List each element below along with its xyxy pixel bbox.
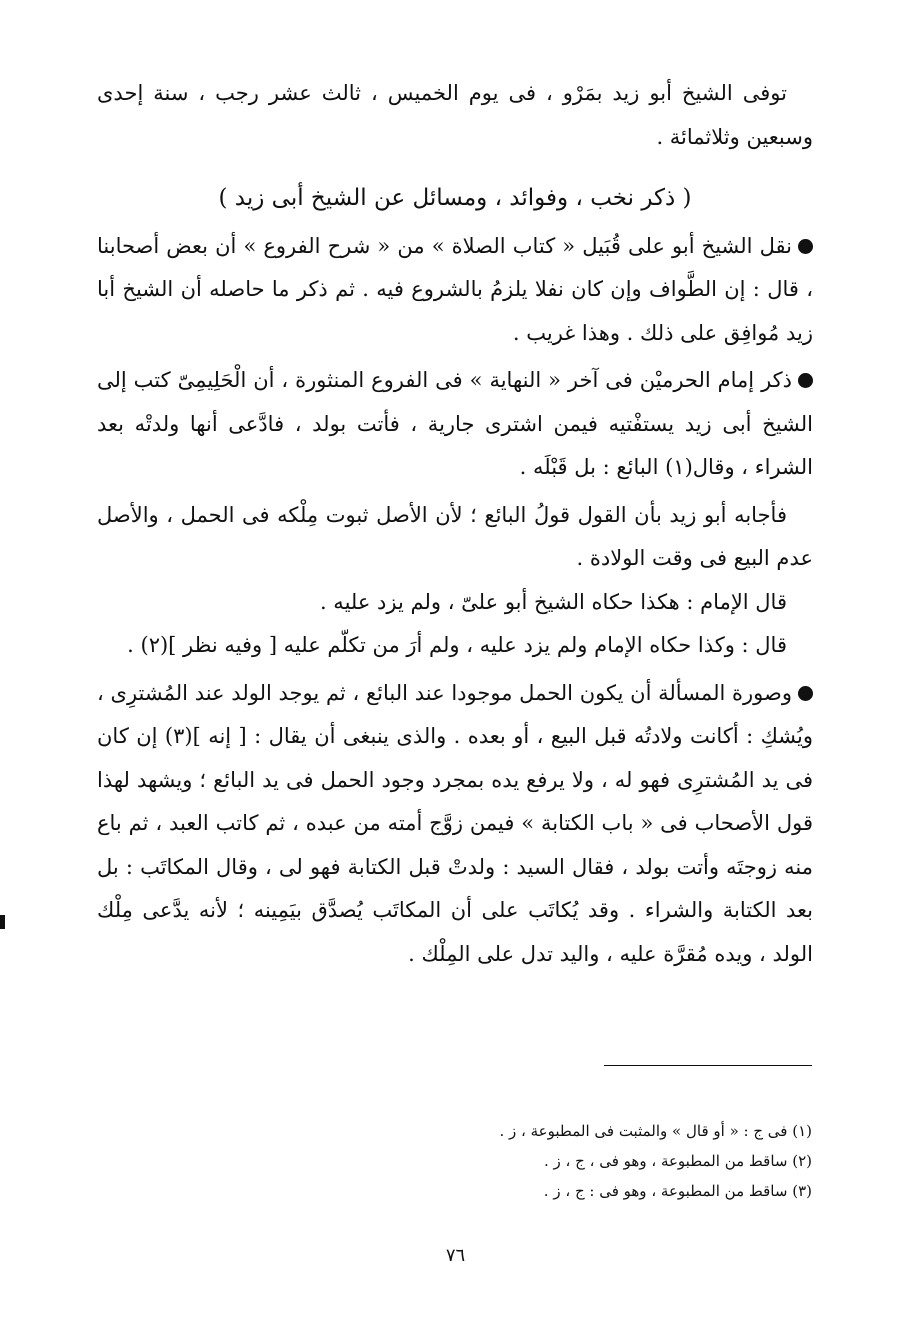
paragraph-halimi-question <box>97 359 813 490</box>
paragraph-answer: فأجابه أبو زيد بأن القول قولُ البائع ؛ لأن الأصل ثبوت مِلْكه فى الحمل ، والأصل عدم البيع فى وقت الولادة . <box>97 502 813 570</box>
paragraph-imam-remark-2: قال : وكذا حكاه الإمام ولم يزد عليه ، ولم أرَ من تكلّم عليه [ وفيه نظر ](٢) . <box>127 633 787 657</box>
footnote-divider <box>604 1065 812 1066</box>
bullet-icon <box>798 239 813 254</box>
scan-mark <box>0 915 5 929</box>
paragraph-tawaf-text: نقل الشيخ أبو على قُبَيل « كتاب الصلاة » من « شرح الفروع » أن بعض أصحابنا ، قال : إن الطَّواف وإن كان نفلا يلزمُ بالشروع فيه . ثم ذكر ما حاصله أن الشيخ أبا زيد مُوافِق على ذلك . وهذا غريب . <box>97 233 813 345</box>
main-text <box>97 72 813 976</box>
paragraph-tawaf <box>97 225 813 356</box>
bullet-icon <box>798 686 813 701</box>
footnote-2: (٢) ساقط من المطبوعة ، وهو فى ، ج ، ز . <box>544 1152 812 1170</box>
paragraph-halimi-question-text: ذكر إمام الحرميْن فى آخر « النهاية » فى الفروع المنثورة ، أن الْحَلِيمِىّ كتب إلى الشيخ أبى زيد يستفْتيه فيمن اشترى جارية ، فأتت بولد ، فادَّعى أنها ولدتْه بعد الشراء ، وقال(١) البائع : بل قَبْلَه . <box>97 368 813 479</box>
paragraph-imam-remark: قال الإمام : هكذا حكاه الشيخ أبو علىّ ، ولم يزد عليه . <box>319 589 787 614</box>
bullet-icon <box>798 373 813 388</box>
paragraph-case-form <box>97 672 813 977</box>
page-number: ٧٦ <box>445 1245 466 1266</box>
paragraph-case-form-text: وصورة المسألة أن يكون الحمل موجودا عند البائع ، ثم يوجد الولد عند المُشترِى ، ويُشكِ : أكانت ولادتُه قبل البيع ، أو بعده . والذى ينبغى أن يقال : [ إنه ](٣) إن كان فى يد المُشترِى فهو له ، ولا يرفع يده بمجرد وجود الحمل فى يد البائع ؛ ويشهد لهذا قول الأصحاب فى « باب الكتابة » فيمن زوَّج أمته من عبده ، ثم كاتب العبد ، ثم باع منه زوجتَه وأتت بولد ، فقال السيد : ولدتْ قبل الكتابة فهو لى ، وقال المكاتَب : بل بعد الكتابة والشراء . وقد يُكاتَب على أن المكاتَب يُصدَّق بيَمِينه ؛ لأنه يدَّعى مِلْك الولد ، ويده مُقرَّة عليه ، واليد تدل على المِلْك . <box>97 680 813 966</box>
section-heading: ( ذكر نخب ، وفوائد ، ومسائل عن الشيخ أبى زيد ) <box>218 185 692 211</box>
footnote-1: (١) فى ج : « أو قال » والمثبت فى المطبوعة ، ز . <box>499 1122 812 1140</box>
footnotes <box>96 1116 812 1206</box>
footnote-3: (٣) ساقط من المطبوعة ، وهو فى : ج ، ز . <box>543 1182 812 1200</box>
paragraph-death-notice: توفى الشيخ أبو زيد بمَرْو ، فى يوم الخميس ، ثالث عشر رجب ، سنة إحدى وسبعين وثلاثمائة . <box>97 81 813 149</box>
